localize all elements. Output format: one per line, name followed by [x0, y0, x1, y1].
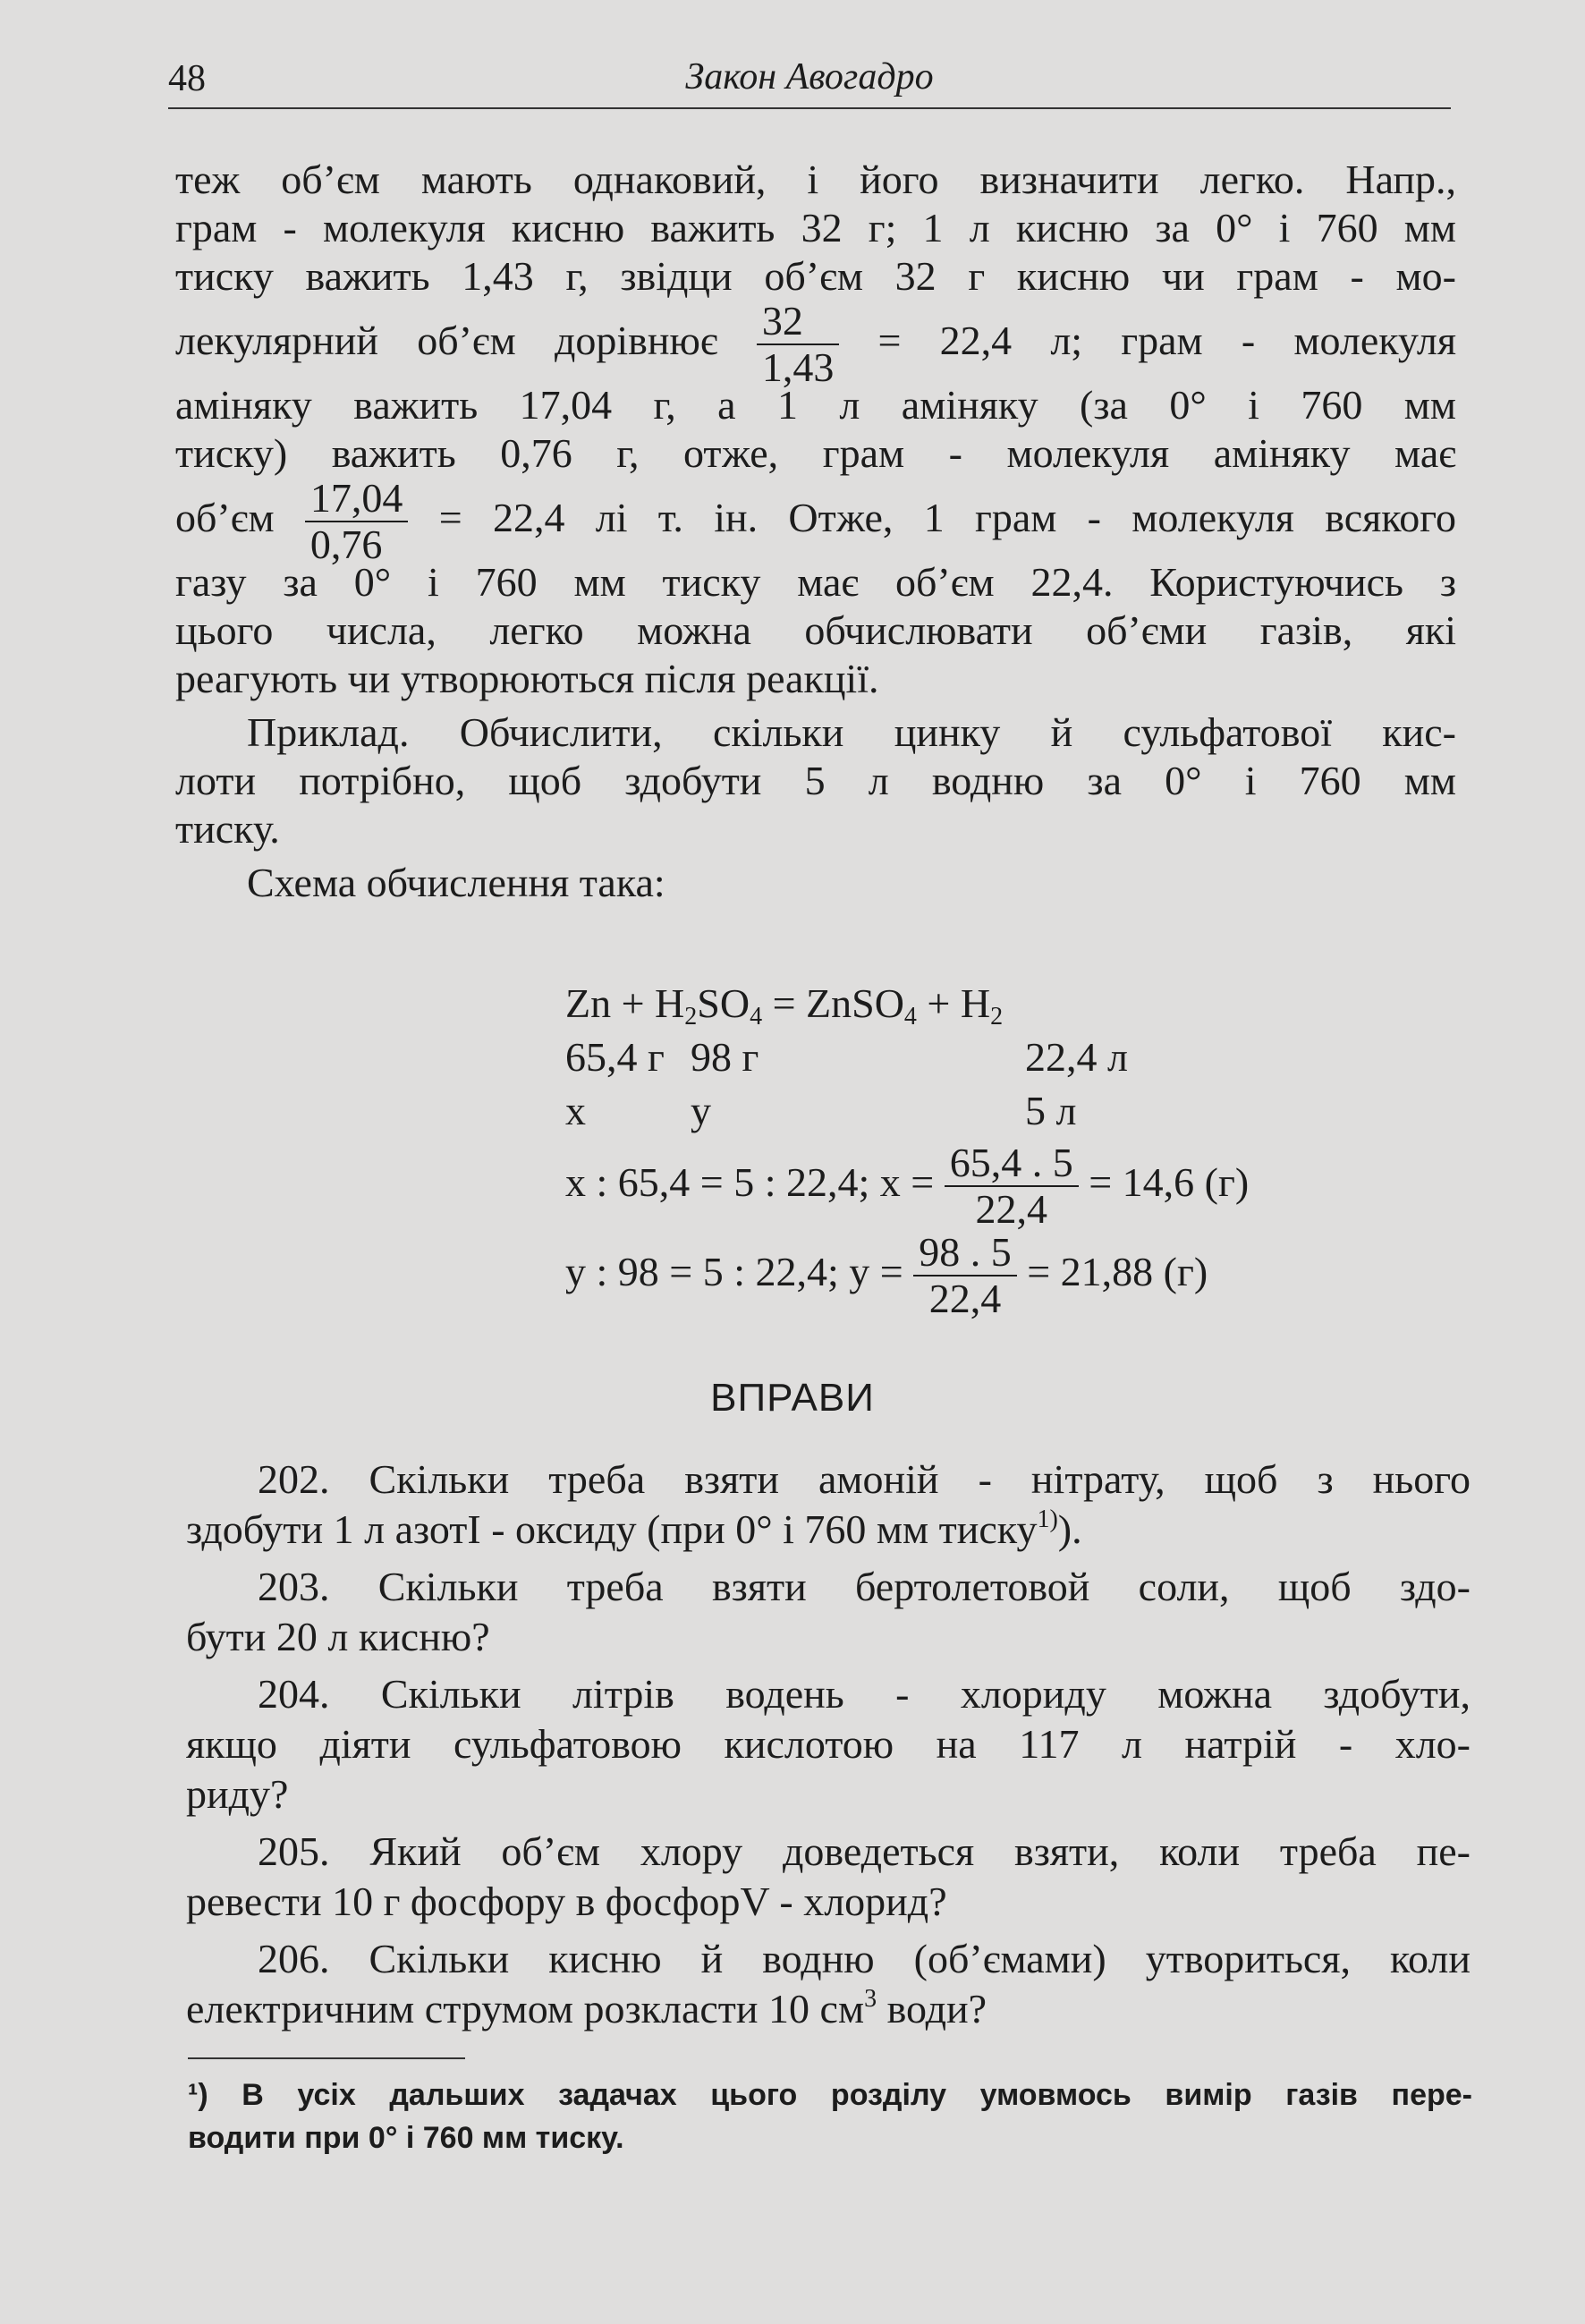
text-line: газу за 0° і 760 мм тиску має об’єм 22,4. Користуючись з — [175, 559, 1456, 605]
footnote-rule — [188, 2057, 465, 2059]
running-title: Закон Авогадро — [685, 56, 934, 98]
exercises-heading: ВПРАВИ — [710, 1376, 875, 1420]
exercise-line: 204. Скільки літрів водень - хлориду можна здобути, — [258, 1671, 1471, 1717]
text-line: тиску важить 1,43 г, звідци об’єм 32 г кисню чи грам - мо- — [175, 253, 1456, 299]
fraction: $\frac{17,04}{0,76}$ — [305, 478, 409, 565]
text-line: грам - молекуля кисню важить 32 г; 1 л кисню за 0° і 760 мм — [175, 205, 1456, 250]
text-line: теж об’єм мають однаковий, і його визначити легко. Напр., — [175, 157, 1456, 202]
calculation-scheme — [565, 977, 1250, 1322]
exercise-line: 205. Який об’єм хлору доведеться взяти, коли треба пе- — [258, 1828, 1471, 1874]
unknowns-row: x y 5 л — [565, 1088, 1077, 1133]
footnote — [188, 2074, 1472, 2159]
masses-row: 65,4 г 98 г 22,4 л — [565, 1034, 1128, 1080]
exercises-list — [186, 1455, 1471, 2034]
exercise-line: якщо діяти сульфатовою кислотою на 117 л натрій - хло- — [186, 1721, 1471, 1767]
fraction: $\frac{65,4 . 5}{22,4}$ — [945, 1142, 1079, 1230]
footnote-line: водити при 0° і 760 мм тиску. — [188, 2121, 624, 2155]
text-line: реагують чи утворюються після реакції. — [175, 656, 879, 701]
reaction-equation: $Zn + H_2SO_4$ = ZnSO$_4$ + $H_2$ — [565, 980, 1004, 1031]
exercise-line: риду? — [186, 1771, 289, 1817]
footnote-ref: 1) — [1037, 1506, 1058, 1533]
text-line: тиску) важить 0,76 г, отже, грам - молекуля аміняку має — [175, 430, 1456, 476]
text-line: аміняку важить 17,04 г, а 1 л аміняку (за 0° і 760 мм — [175, 382, 1456, 428]
exercise-line: 202. Скільки треба взяти амоній - нітрату, щоб з нього — [258, 1456, 1471, 1502]
footnote-line: ¹) В усіх дальших задачах цього розділу умовмось вимір газів пере- — [188, 2078, 1472, 2112]
page-header — [168, 55, 1451, 109]
page-number: 48 — [168, 58, 206, 99]
exercise-line: електричним струмом розкласти 10 $см^3$ води? — [186, 1985, 987, 2031]
exercise-line: бути 20 л кисню? — [186, 1614, 490, 1659]
proportion-x: x : 65,4 = 5 : 22,4; x = $\frac{65,4 . 5}{22,4}$ = 14,6 (г) — [565, 1140, 1250, 1233]
text-line: цього числа, легко можна обчислювати об’єми газів, які — [175, 607, 1456, 653]
fraction: $\frac{98 . 5}{22,4}$ — [913, 1232, 1017, 1319]
exercise-line: ревести 10 г фосфору в фосфорV - хлорид? — [186, 1879, 947, 1924]
proportion-y: y : 98 = 5 : 22,4; y = $\frac{98 . 5}{22,4}$ = 21,88 (г) — [565, 1229, 1208, 1322]
fraction: $\frac{32}{1,43}$ — [757, 301, 840, 388]
exercise-line: 206. Скільки кисню й водню (об’ємами) утвориться, коли — [258, 1936, 1471, 1981]
text-line: тиску. — [175, 806, 280, 852]
main-text — [175, 156, 1456, 907]
formula-line: лекулярний об’єм дорівнює $\frac{32}{1,43}$ = 22,4 л; грам - молекуля — [175, 298, 1457, 391]
text-line: Схема обчислення така: — [247, 860, 665, 905]
formula-line: об’єм $\frac{17,04}{0,76}$ = 22,4 лі т. ін. Отже, 1 грам - молекуля всякого — [175, 475, 1457, 568]
text-line: лоти потрібно, щоб здобути 5 л водню за 0° і 760 мм — [175, 758, 1456, 803]
exercise-line: 203. Скільки треба взяти бертолетовой соли, щоб здо- — [258, 1564, 1471, 1609]
text-line: Приклад. Обчислити, скільки цинку й сульфатової кис- — [247, 709, 1456, 755]
exercise-line: здобути 1 л азотІ - оксиду (при 0° і 760 мм тиску$^{1)}$). — [186, 1506, 1082, 1552]
